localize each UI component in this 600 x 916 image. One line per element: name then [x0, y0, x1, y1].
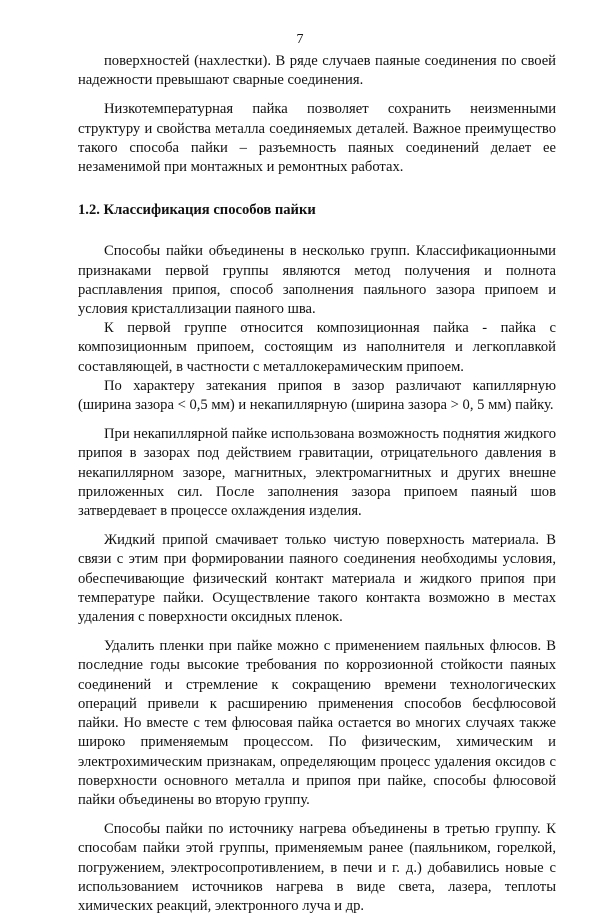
paragraph-wetting: Жидкий припой смачивает только чистую поверхность материала. В связи с этим при формировании паяного соединения необходимы условия, обеспечивающие физический контакт материала и жидкого припоя при температуре пайки. Осуществление такого контакта возможно в местах удаления с поверхности оксидных пленок. [78, 532, 556, 626]
paragraph-low-temp-soldering: Низкотемпературная пайка позволяет сохранить неизменными структуру и свойства металла соединяемых деталей. Важное преимущество такого способа пайки – разъемность паяных соединений делает ее незаменимой при монтажных и ремонтных работах. [78, 101, 556, 176]
paragraph-heat-source: Способы пайки по источнику нагрева объединены в третью группу. К способам пайки этой группы, применяемым ранее (паяльником, горелкой, погружением, электросопротивлением, в печи и г. д.) добавились новые с использованием источников нагрева в виде света, лазера, теплоты химических реакций, электронного луча и др. [78, 821, 556, 914]
paragraph-composite: К первой группе относится композиционная пайка - пайка с композиционным припоем, состоящим из наполнителя и легкоплавкой составляющей, в частности с металлокерамическим припоем. [78, 320, 556, 375]
section-heading: 1.2. Классификация способов пайки [78, 202, 316, 219]
paragraph-noncapillary: При некапиллярной пайке использована возможность поднятия жидкого припоя в зазорах под действием гравитации, отрицательного давления в некапиллярном зазоре, магнитных, электромагнитных и других внешне приложенных сил. После заполнения зазора припоем паяный шов затвердевает в процессе охлаждения изделия. [78, 426, 556, 520]
paragraph-continuation: поверхностей (нахлестки). В ряде случаев паяные соединения по своей надежности превышают сварные соединения. [78, 53, 556, 89]
body-text [78, 52, 556, 916]
paragraph-fluxes: Удалить пленки при пайке можно с применением паяльных флюсов. В последние годы высокие требования по коррозионной стойкости паяных соединений и стремление к сокращению времени технологических операций привели к расширению применения способов бесфлюсовой пайки. Но вместе с тем флюсовая пайка остается во многих случаях также широко применяемым процессом. По физическим, химическим и электрохимическим признакам, определяющим процесс удаления оксидов с поверхности основного металла и припоя при пайке, способы флюсовой пайки объединены во вторую группу. [78, 638, 556, 808]
paragraph-groups: Способы пайки объединены в несколько групп. Классификационными признаками первой группы являются метод получения и полнота расплавления припоя, способ заполнения паяльного зазора припоем и условия кристаллизации паяного шва. [78, 243, 556, 318]
page-number: 7 [296, 32, 304, 47]
paragraph-capillary: По характеру затекания припоя в зазор различают капиллярную (ширина зазора < 0,5 мм) и некапиллярную (ширина зазора > 0, 5 мм) пайку. [78, 377, 556, 414]
